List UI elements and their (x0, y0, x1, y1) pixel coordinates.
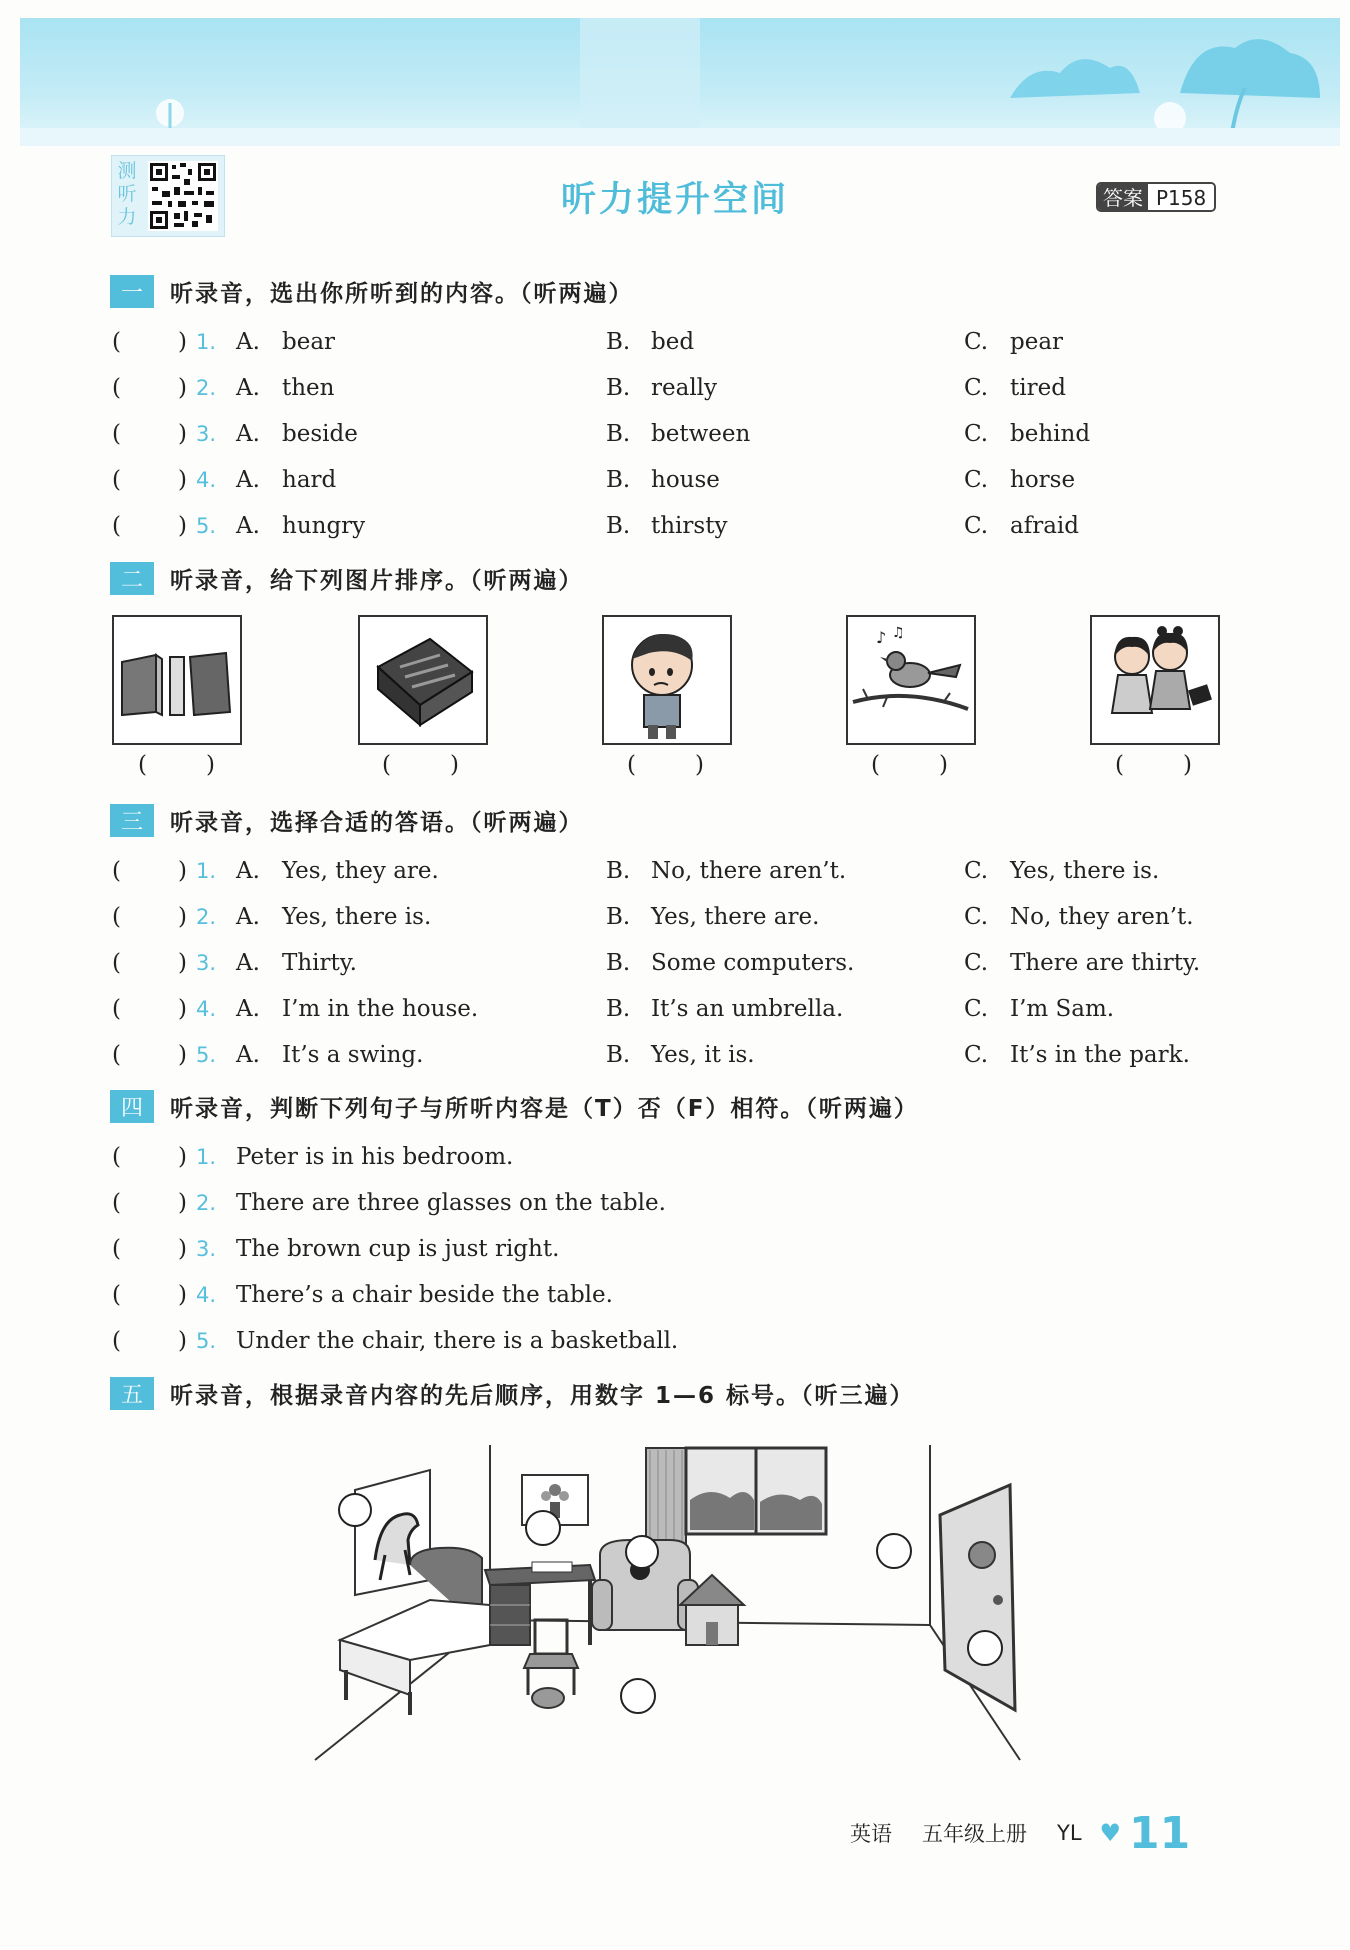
section-3-header (110, 803, 584, 837)
statement-row: ( ) 5. Under the chair, there is a basketball. (110, 1325, 1260, 1357)
option-b: Some computers. (651, 950, 855, 976)
question-number: 5. (196, 1043, 217, 1067)
question-number: 1. (196, 330, 217, 354)
page-number: 11 (1129, 1807, 1191, 1859)
option-c: tired (1010, 375, 1066, 401)
answer-blank[interactable]: ( (112, 1144, 121, 1170)
svg-text:♫: ♫ (892, 625, 905, 641)
option-b: bed (651, 329, 695, 355)
picture-chocolate-box (358, 615, 488, 745)
section-5-header (110, 1376, 915, 1410)
question-row: ( ) 5. A. It’s a swing. B. Yes, it is. C. It’s in the park. (110, 1039, 1260, 1071)
option-b: No, there aren’t. (651, 858, 847, 884)
section-number-badge: 三 (110, 804, 154, 837)
question-row: ( ) 4. A. I’m in the house. B. It’s an umbrella. C. I’m Sam. (110, 993, 1260, 1025)
question-row: ( ) 3. A. beside B. between C. behind (110, 418, 1260, 450)
option-c: It’s in the park. (1010, 1042, 1190, 1068)
bedroom-scene (310, 1430, 1040, 1770)
option-c: afraid (1010, 513, 1080, 539)
statement-text: The brown cup is just right. (236, 1236, 560, 1262)
question-row: ( ) 1. A. bear B. bed C. pear (110, 326, 1260, 358)
option-a: hungry (282, 513, 366, 539)
question-number: 4. (196, 1283, 217, 1307)
option-b: between (651, 421, 751, 447)
statement-text: Peter is in his bedroom. (236, 1144, 514, 1170)
answer-tag-label: 答案 (1098, 184, 1148, 210)
picture-books (112, 615, 242, 745)
section-instruction: 听录音，选择合适的答语。（听两遍） (170, 809, 584, 836)
bedroom-illustration (310, 1430, 1040, 1770)
answer-blank[interactable]: ( (112, 1190, 121, 1216)
section-4-header (110, 1089, 919, 1123)
option-a: It’s a swing. (282, 1042, 424, 1068)
option-c: horse (1010, 467, 1076, 493)
answer-blank[interactable]: ( (112, 513, 121, 539)
option-a: I’m in the house. (282, 996, 479, 1022)
statement-row: ( ) 1. Peter is in his bedroom. (110, 1141, 1260, 1173)
statement-row: ( ) 2. There are three glasses on the table. (110, 1187, 1260, 1219)
question-row: ( ) 4. A. hard B. house C. horse (110, 464, 1260, 496)
option-b: Yes, there are. (651, 904, 820, 930)
two-girls-icon (1092, 617, 1218, 743)
option-a: bear (282, 329, 336, 355)
question-number: 3. (196, 1237, 217, 1261)
option-c: There are thirty. (1010, 950, 1201, 976)
heart-icon: ♥ (1099, 1819, 1122, 1847)
answer-blank[interactable]: ( (112, 904, 121, 930)
header-banner (20, 18, 1340, 146)
option-a: beside (282, 421, 358, 447)
picture-singing-bird (846, 615, 976, 745)
question-number: 2. (196, 905, 217, 929)
answer-blank[interactable]: ( (112, 1236, 121, 1262)
qr-label: 测听力 (117, 160, 137, 228)
question-number: 1. (196, 859, 217, 883)
option-b: house (651, 467, 720, 493)
section-instruction: 听录音，判断下列句子与所听内容是（T）否（F）相符。（听两遍） (170, 1095, 919, 1122)
question-number: 3. (196, 951, 217, 975)
option-c: pear (1010, 329, 1064, 355)
statement-text: There are three glasses on the table. (236, 1190, 666, 1216)
picture-sad-boy (602, 615, 732, 745)
option-a: hard (282, 467, 337, 493)
section-instruction: 听录音，根据录音内容的先后顺序，用数字 1—6 标号。（听三遍） (170, 1382, 915, 1409)
footer-subject: 英语 (850, 1822, 892, 1846)
answer-blank[interactable]: ( (112, 421, 121, 447)
answer-blank[interactable]: ( (112, 1328, 121, 1354)
sad-boy-icon (604, 617, 730, 743)
section-number-badge: 一 (110, 275, 154, 308)
question-number: 4. (196, 997, 217, 1021)
question-number: 5. (196, 514, 217, 538)
question-row: ( ) 2. A. then B. really C. tired (110, 372, 1260, 404)
question-row: ( ) 5. A. hungry B. thirsty C. afraid (110, 510, 1260, 542)
svg-text:♪: ♪ (876, 628, 887, 647)
option-b: Yes, it is. (651, 1042, 755, 1068)
option-a: then (282, 375, 335, 401)
answer-blank[interactable]: ( (112, 1282, 121, 1308)
option-c: No, they aren’t. (1010, 904, 1194, 930)
option-b: It’s an umbrella. (651, 996, 844, 1022)
question-number: 4. (196, 468, 217, 492)
option-a: Yes, they are. (282, 858, 439, 884)
answer-blank[interactable]: ( (112, 858, 121, 884)
section-number-badge: 五 (110, 1377, 154, 1410)
section-number-badge: 四 (110, 1090, 154, 1123)
statement-row: ( ) 3. The brown cup is just right. (110, 1233, 1260, 1265)
answer-reference-badge (1096, 182, 1216, 212)
answer-blank[interactable]: ( (112, 329, 121, 355)
option-a: Thirty. (282, 950, 357, 976)
option-c: I’m Sam. (1010, 996, 1115, 1022)
answer-blank[interactable]: ( (112, 996, 121, 1022)
question-row: ( ) 2. A. Yes, there is. B. Yes, there are. C. No, they aren’t. (110, 901, 1260, 933)
footer-grade: 五年级上册 (922, 1822, 1027, 1846)
statement-text: Under the chair, there is a basketball. (236, 1328, 679, 1354)
answer-blank[interactable]: ( (112, 467, 121, 493)
books-icon (114, 617, 240, 743)
option-c: Yes, there is. (1010, 858, 1160, 884)
picture-two-girls (1090, 615, 1220, 745)
option-b: thirsty (651, 513, 728, 539)
statement-text: There’s a chair beside the table. (236, 1282, 613, 1308)
question-number: 5. (196, 1329, 217, 1353)
section-instruction: 听录音，给下列图片排序。（听两遍） (170, 567, 584, 594)
page-title: 听力提升空间 (560, 180, 789, 220)
question-number: 2. (196, 1191, 217, 1215)
section-2-header (110, 561, 584, 595)
section-instruction: 听录音，选出你所听到的内容。（听两遍） (170, 280, 634, 307)
statement-row: ( ) 4. There’s a chair beside the table. (110, 1279, 1260, 1311)
question-number: 2. (196, 376, 217, 400)
singing-bird-icon (848, 617, 974, 743)
question-number: 3. (196, 422, 217, 446)
answer-blank[interactable]: ( (112, 950, 121, 976)
option-b: really (651, 375, 718, 401)
chocolate-box-icon (360, 617, 486, 743)
answer-page: P158 (1148, 184, 1214, 210)
section-number-badge: 二 (110, 562, 154, 595)
question-row: ( ) 3. A. Thirty. B. Some computers. C. There are thirty. (110, 947, 1260, 979)
page-footer (850, 1808, 1190, 1858)
section-1-header (110, 274, 634, 308)
answer-blank[interactable]: ( (112, 375, 121, 401)
question-row: ( ) 1. A. Yes, they are. B. No, there aren’t. C. Yes, there is. (110, 855, 1260, 887)
option-c: behind (1010, 421, 1091, 447)
banner-decoration (20, 18, 1340, 146)
option-a: Yes, there is. (282, 904, 432, 930)
footer-edition: YL (1057, 1821, 1082, 1845)
question-number: 1. (196, 1145, 217, 1169)
answer-blank[interactable]: ( (112, 1042, 121, 1068)
